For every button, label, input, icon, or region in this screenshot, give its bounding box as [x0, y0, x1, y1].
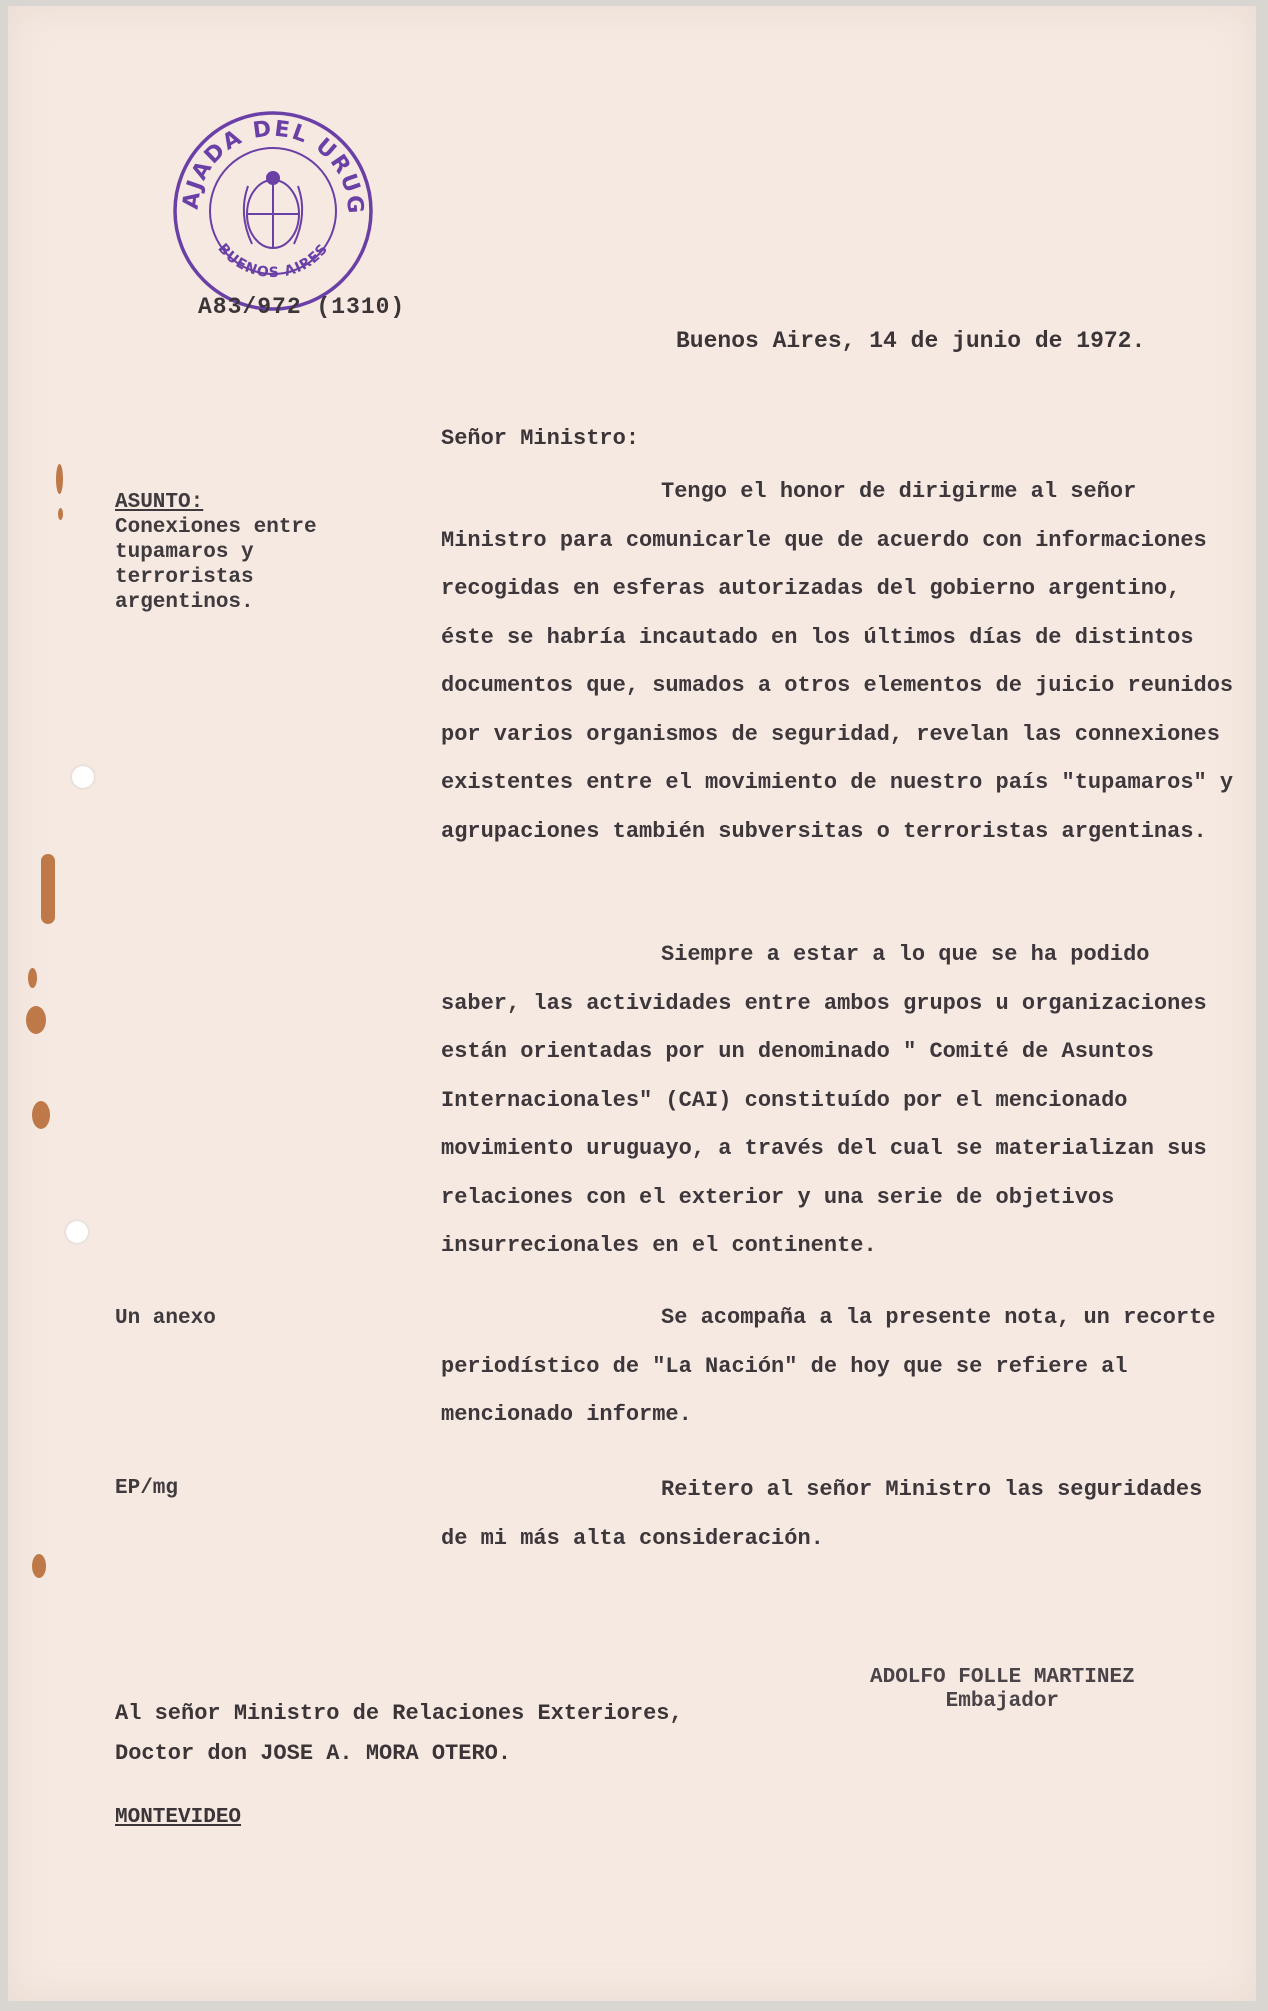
- paragraph-text: Reitero al señor Ministro las seguridades de mi más alta consideración.: [441, 1477, 1203, 1551]
- rust-stain: [28, 968, 37, 988]
- addressee-line: Doctor don JOSE A. MORA OTERO.: [115, 1741, 512, 1766]
- punch-hole: [66, 1221, 88, 1243]
- stamp-icon: [168, 106, 378, 316]
- paragraph-3: [441, 1294, 1241, 1440]
- signatory-name: ADOLFO FOLLE MARTINEZ: [870, 1666, 1135, 1689]
- addressee-line: Al señor Ministro de Relaciones Exteriores,: [115, 1701, 683, 1726]
- rust-stain: [32, 1101, 50, 1129]
- subject-line: terroristas: [115, 566, 254, 589]
- paragraph-text: Tengo el honor de dirigirme al señor Ministro para comunicarle que de acuerdo con informaciones recogidas en esferas autorizadas del gobierno argentino, éste se habría incautado en los últimos días de distintos documentos que, sumados a otros elementos de juicio reunidos por varios organismos de seguridad, revelan las connexiones existentes entre el movimiento de nuestro país "tupamaros" y agrupaciones también subversitas o terroristas argentinas.: [441, 479, 1234, 844]
- salutation: Señor Ministro:: [441, 426, 640, 451]
- addressee-block: [115, 1694, 683, 1774]
- paragraph-2: [441, 931, 1241, 1271]
- letter-page: [8, 6, 1256, 2001]
- subject-line: Conexiones entre: [115, 516, 317, 539]
- stamp-bottom-text: BUENOS AIRES: [214, 240, 332, 282]
- subject-block: [115, 490, 317, 615]
- destination-city: MONTEVIDEO: [115, 1806, 242, 1829]
- paragraph-1: [441, 468, 1241, 856]
- rust-stain: [32, 1554, 46, 1578]
- typist-initials: EP/mg: [115, 1477, 179, 1500]
- stamp-top-text: AJADA DEL URUG: [178, 116, 368, 217]
- svg-text:EMBAJADA DEL URUGUAY: [168, 106, 367, 216]
- signatory-title: Embajador: [945, 1690, 1060, 1713]
- annex-note: Un anexo: [115, 1307, 216, 1330]
- rust-stain: [41, 854, 55, 924]
- subject-line: argentinos.: [115, 591, 254, 614]
- rust-stain: [58, 508, 63, 520]
- reference-number: A83/972 (1310): [198, 294, 406, 320]
- letter-date: Buenos Aires, 14 de junio de 1972.: [676, 328, 1146, 354]
- paragraph-4: [441, 1466, 1241, 1563]
- punch-hole: [72, 766, 94, 788]
- subject-label: ASUNTO:: [115, 491, 204, 514]
- rust-stain: [56, 464, 63, 494]
- signature-block: [870, 1666, 1135, 1714]
- rust-stain: [26, 1006, 46, 1034]
- paragraph-text: Siempre a estar a lo que se ha podido saber, las actividades entre ambos grupos u organizaciones están orientadas por un denominado " Comité de Asuntos Internacionales" (CAI) constituído por el mencionado movimiento uruguayo, a través del cual se materializan sus relaciones con el exterior y una serie de objetivos insurrecionales en el continente.: [441, 942, 1207, 1258]
- paragraph-text: Se acompaña a la presente nota, un recorte periodístico de "La Nación" de hoy que se refiere al mencionado informe.: [441, 1305, 1216, 1427]
- coat-of-arms-icon: [244, 172, 302, 248]
- embassy-stamp: [168, 106, 378, 316]
- subject-line: tupamaros y: [115, 541, 254, 564]
